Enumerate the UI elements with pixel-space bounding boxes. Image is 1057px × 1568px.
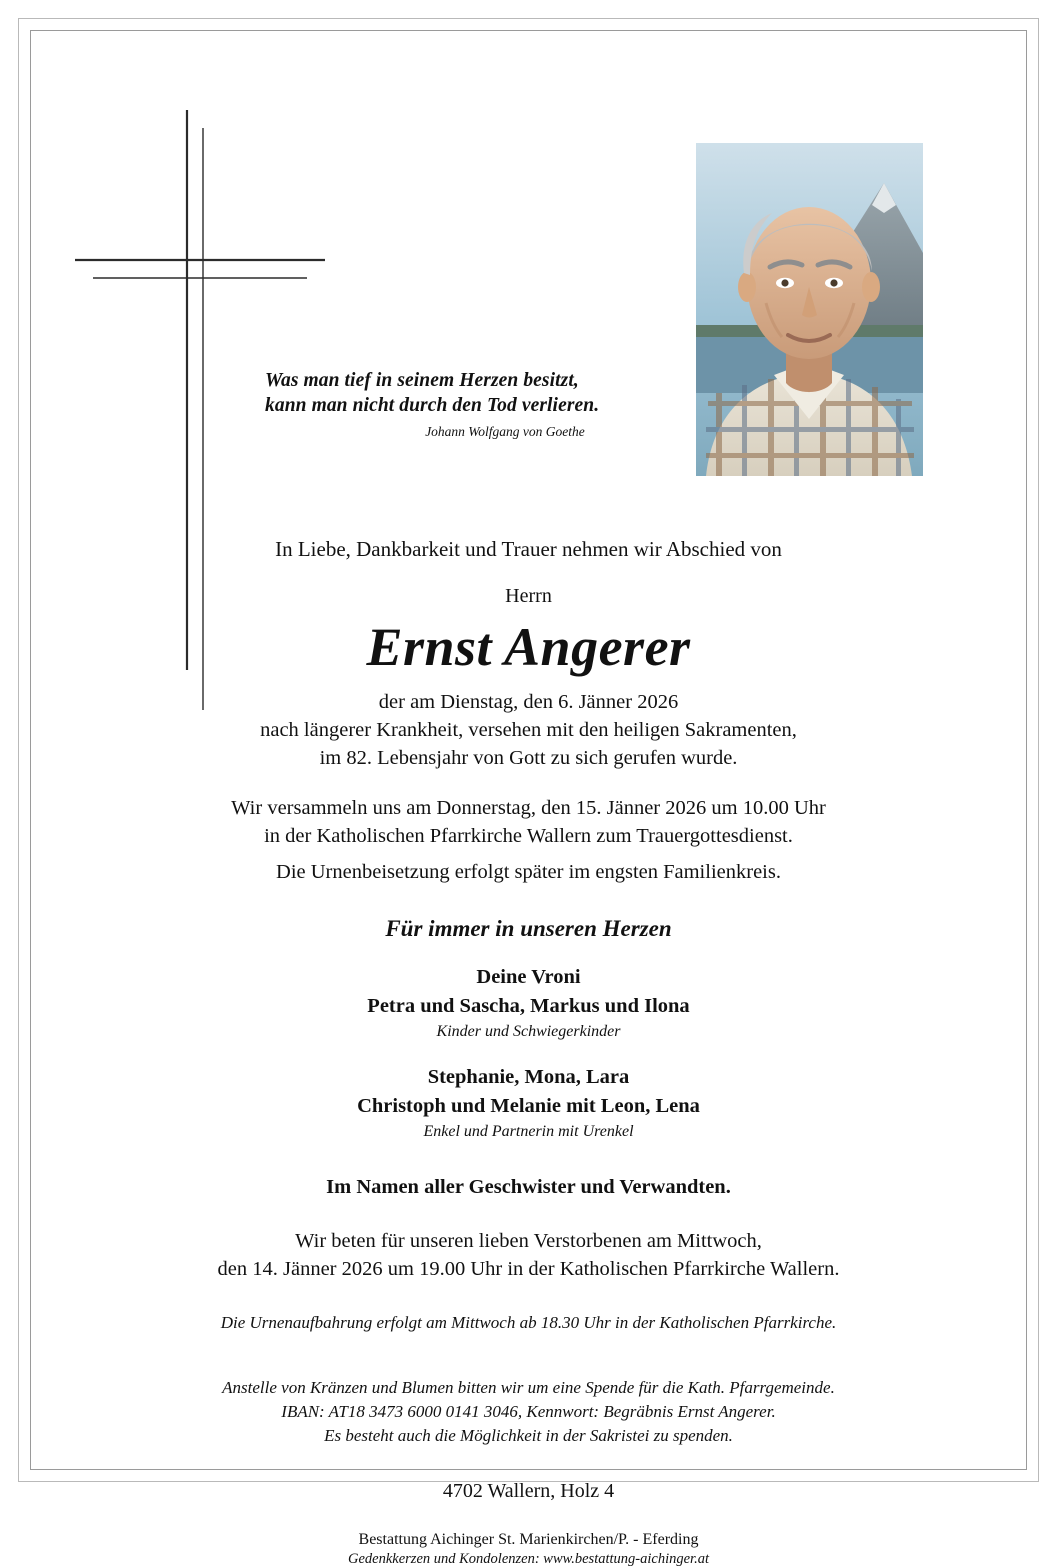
portrait-photo bbox=[696, 143, 923, 476]
family-children-label: Kinder und Schwiegerkinder bbox=[436, 1023, 621, 1040]
donation-line-2: IBAN: AT18 3473 6000 0141 3046, Kennwort: Begräbnis Ernst Angerer. bbox=[281, 1402, 776, 1421]
donation-line-3: Es besteht auch die Möglichkeit in der Sakristei zu spenden. bbox=[324, 1426, 733, 1445]
main-text-column bbox=[70, 535, 987, 1568]
condolences-url: Gedenkkerzen und Kondolenzen: www.bestattung-aichinger.at bbox=[348, 1551, 709, 1567]
intro-text: In Liebe, Dankbarkeit und Trauer nehmen wir Abschied von bbox=[275, 537, 782, 561]
prayer-line-2: den 14. Jänner 2026 um 19.00 Uhr in der Katholischen Pfarrkirche Wallern. bbox=[217, 1258, 840, 1280]
forever-line: Für immer in unseren Herzen bbox=[385, 916, 672, 941]
death-line-3: im 82. Lebensjahr von Gott zu sich gerufen wurde. bbox=[319, 747, 738, 769]
family-children: Petra und Sascha, Markus und Ilona bbox=[367, 995, 690, 1017]
family-grandchildren-1: Stephanie, Mona, Lara bbox=[427, 1066, 630, 1088]
service-line-2: in der Katholischen Pfarrkirche Wallern zum Trauergottesdienst. bbox=[264, 825, 793, 847]
address-line: 4702 Wallern, Holz 4 bbox=[442, 1480, 615, 1502]
family-grandchildren-label: Enkel und Partnerin mit Urenkel bbox=[423, 1123, 634, 1140]
quote-author: Johann Wolfgang von Goethe bbox=[425, 424, 585, 439]
family-wife: Deine Vroni bbox=[476, 966, 581, 988]
death-line-1: der am Dienstag, den 6. Jänner 2026 bbox=[378, 691, 679, 713]
death-line-2: nach längerer Krankheit, versehen mit den heiligen Sakramenten, bbox=[260, 719, 797, 741]
service-line-3: Die Urnenbeisetzung erfolgt später im engsten Familienkreis. bbox=[276, 861, 781, 883]
quote-line-1: Was man tief in seinem Herzen besitzt, bbox=[265, 370, 579, 391]
funeral-home: Bestattung Aichinger St. Marienkirchen/P. - Eferding bbox=[358, 1531, 699, 1548]
donation-line-1: Anstelle von Kränzen und Blumen bitten wir um eine Spende für die Kath. Pfarrgemeinde. bbox=[222, 1378, 835, 1397]
family-grandchildren-2: Christoph und Melanie mit Leon, Lena bbox=[357, 1095, 700, 1117]
deceased-name: Ernst Angerer bbox=[366, 617, 691, 677]
salutation: Herrn bbox=[505, 585, 552, 607]
prayer-line-1: Wir beten für unseren lieben Verstorbenen am Mittwoch, bbox=[295, 1230, 762, 1252]
laying-out-line: Die Urnenaufbahrung erfolgt am Mittwoch ab 18.30 Uhr in der Katholischen Pfarrkirche. bbox=[220, 1313, 837, 1332]
relatives-line: Im Namen aller Geschwister und Verwandten. bbox=[326, 1176, 731, 1198]
quote-block bbox=[265, 368, 685, 440]
service-line-1: Wir versammeln uns am Donnerstag, den 15. Jänner 2026 um 10.00 Uhr bbox=[231, 797, 826, 819]
quote-line-2: kann man nicht durch den Tod verlieren. bbox=[265, 395, 600, 416]
